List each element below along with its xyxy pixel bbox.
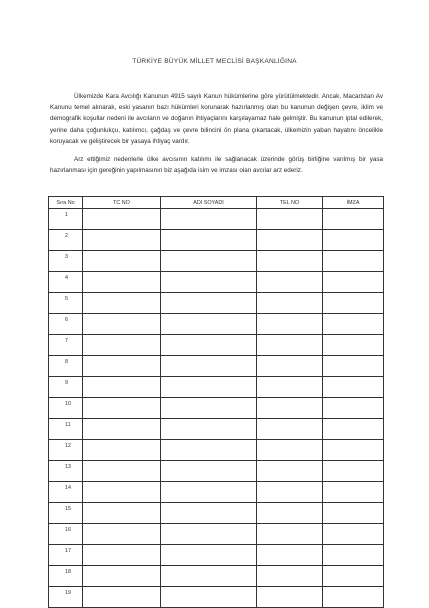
tc-no-cell[interactable] (83, 398, 161, 419)
tc-no-cell[interactable] (83, 461, 161, 482)
phone-cell[interactable] (257, 314, 323, 335)
table-row (49, 503, 384, 524)
tc-no-cell[interactable] (83, 314, 161, 335)
row-number-cell: 6 (49, 314, 83, 335)
phone-cell[interactable] (257, 440, 323, 461)
table-row (49, 398, 384, 419)
row-number-cell: 16 (49, 524, 83, 545)
paragraph-intro (50, 91, 383, 147)
name-cell[interactable] (161, 314, 257, 335)
name-cell[interactable] (161, 335, 257, 356)
tc-no-cell[interactable] (83, 440, 161, 461)
signature-cell[interactable] (323, 377, 384, 398)
row-number-cell: 3 (49, 251, 83, 272)
signature-cell[interactable] (323, 230, 384, 251)
row-number-cell: 15 (49, 503, 83, 524)
name-cell[interactable] (161, 566, 257, 587)
name-cell[interactable] (161, 545, 257, 566)
row-number-cell: 1 (49, 209, 83, 230)
row-number-cell: 4 (49, 272, 83, 293)
row-number-cell: 13 (49, 461, 83, 482)
row-number-cell: 14 (49, 482, 83, 503)
row-number-cell: 10 (49, 398, 83, 419)
name-cell[interactable] (161, 398, 257, 419)
row-number-cell: 2 (49, 230, 83, 251)
name-cell[interactable] (161, 419, 257, 440)
signature-cell[interactable] (323, 356, 384, 377)
tc-no-cell[interactable] (83, 419, 161, 440)
signature-cell[interactable] (323, 398, 384, 419)
tc-no-cell[interactable] (83, 566, 161, 587)
table-row (49, 566, 384, 587)
phone-cell[interactable] (257, 587, 323, 608)
table-row (49, 461, 384, 482)
name-cell[interactable] (161, 230, 257, 251)
name-cell[interactable] (161, 272, 257, 293)
signature-cell[interactable] (323, 524, 384, 545)
paragraph-intro-text: Ülkemizde Kara Avcılığı Kanunun 4915 sayılı Kanun hükümlerine göre yürütülmektedir. Ancak, Macaristan Av Kanunu temel alınarak, eski yasanın bazı hükümleri korunarak hazırlanmış olan bu kanunun değişen çevre, iklim ve demografik koşullar nedeni ile avcıların ve doğanın ihtiyaçlarını karşılayamaz hale gelmiştir. Bu kanunun iptal edilerek, yerine daha çoğunlukçu, katılımcı, çağdaş ve çevre bilincini ön plana çıkartacak, ülkemizin yaban hayatını öncelikle koruyacak ve geliştirecek bir yasaya ihtiyaç vardır. (50, 93, 383, 145)
header-imza: İMZA (323, 197, 384, 209)
row-number-cell: 5 (49, 293, 83, 314)
row-number-cell: 18 (49, 566, 83, 587)
tc-no-cell[interactable] (83, 230, 161, 251)
row-number-cell: 12 (49, 440, 83, 461)
tc-no-cell[interactable] (83, 209, 161, 230)
signature-cell[interactable] (323, 503, 384, 524)
phone-cell[interactable] (257, 566, 323, 587)
signature-cell[interactable] (323, 440, 384, 461)
tc-no-cell[interactable] (83, 524, 161, 545)
signature-cell[interactable] (323, 587, 384, 608)
table-row (49, 419, 384, 440)
name-cell[interactable] (161, 482, 257, 503)
signature-cell[interactable] (323, 482, 384, 503)
phone-cell[interactable] (257, 209, 323, 230)
signature-cell[interactable] (323, 314, 384, 335)
signature-cell[interactable] (323, 419, 384, 440)
signature-cell[interactable] (323, 272, 384, 293)
phone-cell[interactable] (257, 335, 323, 356)
tc-no-cell[interactable] (83, 377, 161, 398)
signature-cell[interactable] (323, 566, 384, 587)
tc-no-cell[interactable] (83, 587, 161, 608)
tc-no-cell[interactable] (83, 356, 161, 377)
phone-cell[interactable] (257, 461, 323, 482)
phone-cell[interactable] (257, 503, 323, 524)
tc-no-cell[interactable] (83, 293, 161, 314)
name-cell[interactable] (161, 356, 257, 377)
tc-no-cell[interactable] (83, 503, 161, 524)
table-row (49, 230, 384, 251)
phone-cell[interactable] (257, 482, 323, 503)
table-row (49, 209, 384, 230)
table-row (49, 335, 384, 356)
tc-no-cell[interactable] (83, 482, 161, 503)
row-number-cell: 9 (49, 377, 83, 398)
paragraph-request (50, 154, 383, 176)
phone-cell[interactable] (257, 419, 323, 440)
name-cell[interactable] (161, 440, 257, 461)
table-body (49, 209, 384, 608)
phone-cell[interactable] (257, 230, 323, 251)
tc-no-cell[interactable] (83, 272, 161, 293)
name-cell[interactable] (161, 503, 257, 524)
table-row (49, 314, 384, 335)
tc-no-cell[interactable] (83, 251, 161, 272)
row-number-cell: 8 (49, 356, 83, 377)
signature-cell[interactable] (323, 335, 384, 356)
phone-cell[interactable] (257, 293, 323, 314)
signature-cell[interactable] (323, 209, 384, 230)
phone-cell[interactable] (257, 377, 323, 398)
signature-cell[interactable] (323, 251, 384, 272)
phone-cell[interactable] (257, 545, 323, 566)
name-cell[interactable] (161, 209, 257, 230)
phone-cell[interactable] (257, 398, 323, 419)
table-row (49, 440, 384, 461)
header-tc-no: TC NO (83, 197, 161, 209)
table-row (49, 587, 384, 608)
phone-cell[interactable] (257, 524, 323, 545)
signature-cell[interactable] (323, 461, 384, 482)
row-number-cell: 7 (49, 335, 83, 356)
table-row (49, 482, 384, 503)
name-cell[interactable] (161, 461, 257, 482)
tc-no-cell[interactable] (83, 335, 161, 356)
row-number-cell: 17 (49, 545, 83, 566)
name-cell[interactable] (161, 293, 257, 314)
header-tel-no: TEL NO (257, 197, 323, 209)
table-row (49, 293, 384, 314)
signature-cell[interactable] (323, 293, 384, 314)
signature-cell[interactable] (323, 545, 384, 566)
table-row (49, 524, 384, 545)
document-title: TÜRKİYE BÜYÜK MİLLET MECLİSİ BAŞKANLIĞINA (132, 58, 297, 65)
table-row (49, 377, 384, 398)
phone-cell[interactable] (257, 272, 323, 293)
row-number-cell: 11 (49, 419, 83, 440)
paragraph-request-text: Arz ettiğimiz nedenlerle ülke avcısının katılımı ile sağlanacak üzerinde görüş birliğine varılmış bir yasa hazırlanması için gereğinin yapılmasının biz aşağıda isim ve imzası olan avcılar arz ederiz. (50, 156, 383, 175)
name-cell[interactable] (161, 587, 257, 608)
table-row (49, 545, 384, 566)
row-number-cell: 19 (49, 587, 83, 608)
name-cell[interactable] (161, 524, 257, 545)
table-row (49, 356, 384, 377)
header-adi-soyadi: ADI SOYADI (161, 197, 257, 209)
phone-cell[interactable] (257, 356, 323, 377)
header-sira-no: Sıra No (49, 197, 83, 209)
tc-no-cell[interactable] (83, 545, 161, 566)
name-cell[interactable] (161, 251, 257, 272)
table-row (49, 272, 384, 293)
table-row (49, 251, 384, 272)
phone-cell[interactable] (257, 251, 323, 272)
table-header-row (49, 197, 384, 209)
name-cell[interactable] (161, 377, 257, 398)
signature-table (48, 196, 384, 608)
